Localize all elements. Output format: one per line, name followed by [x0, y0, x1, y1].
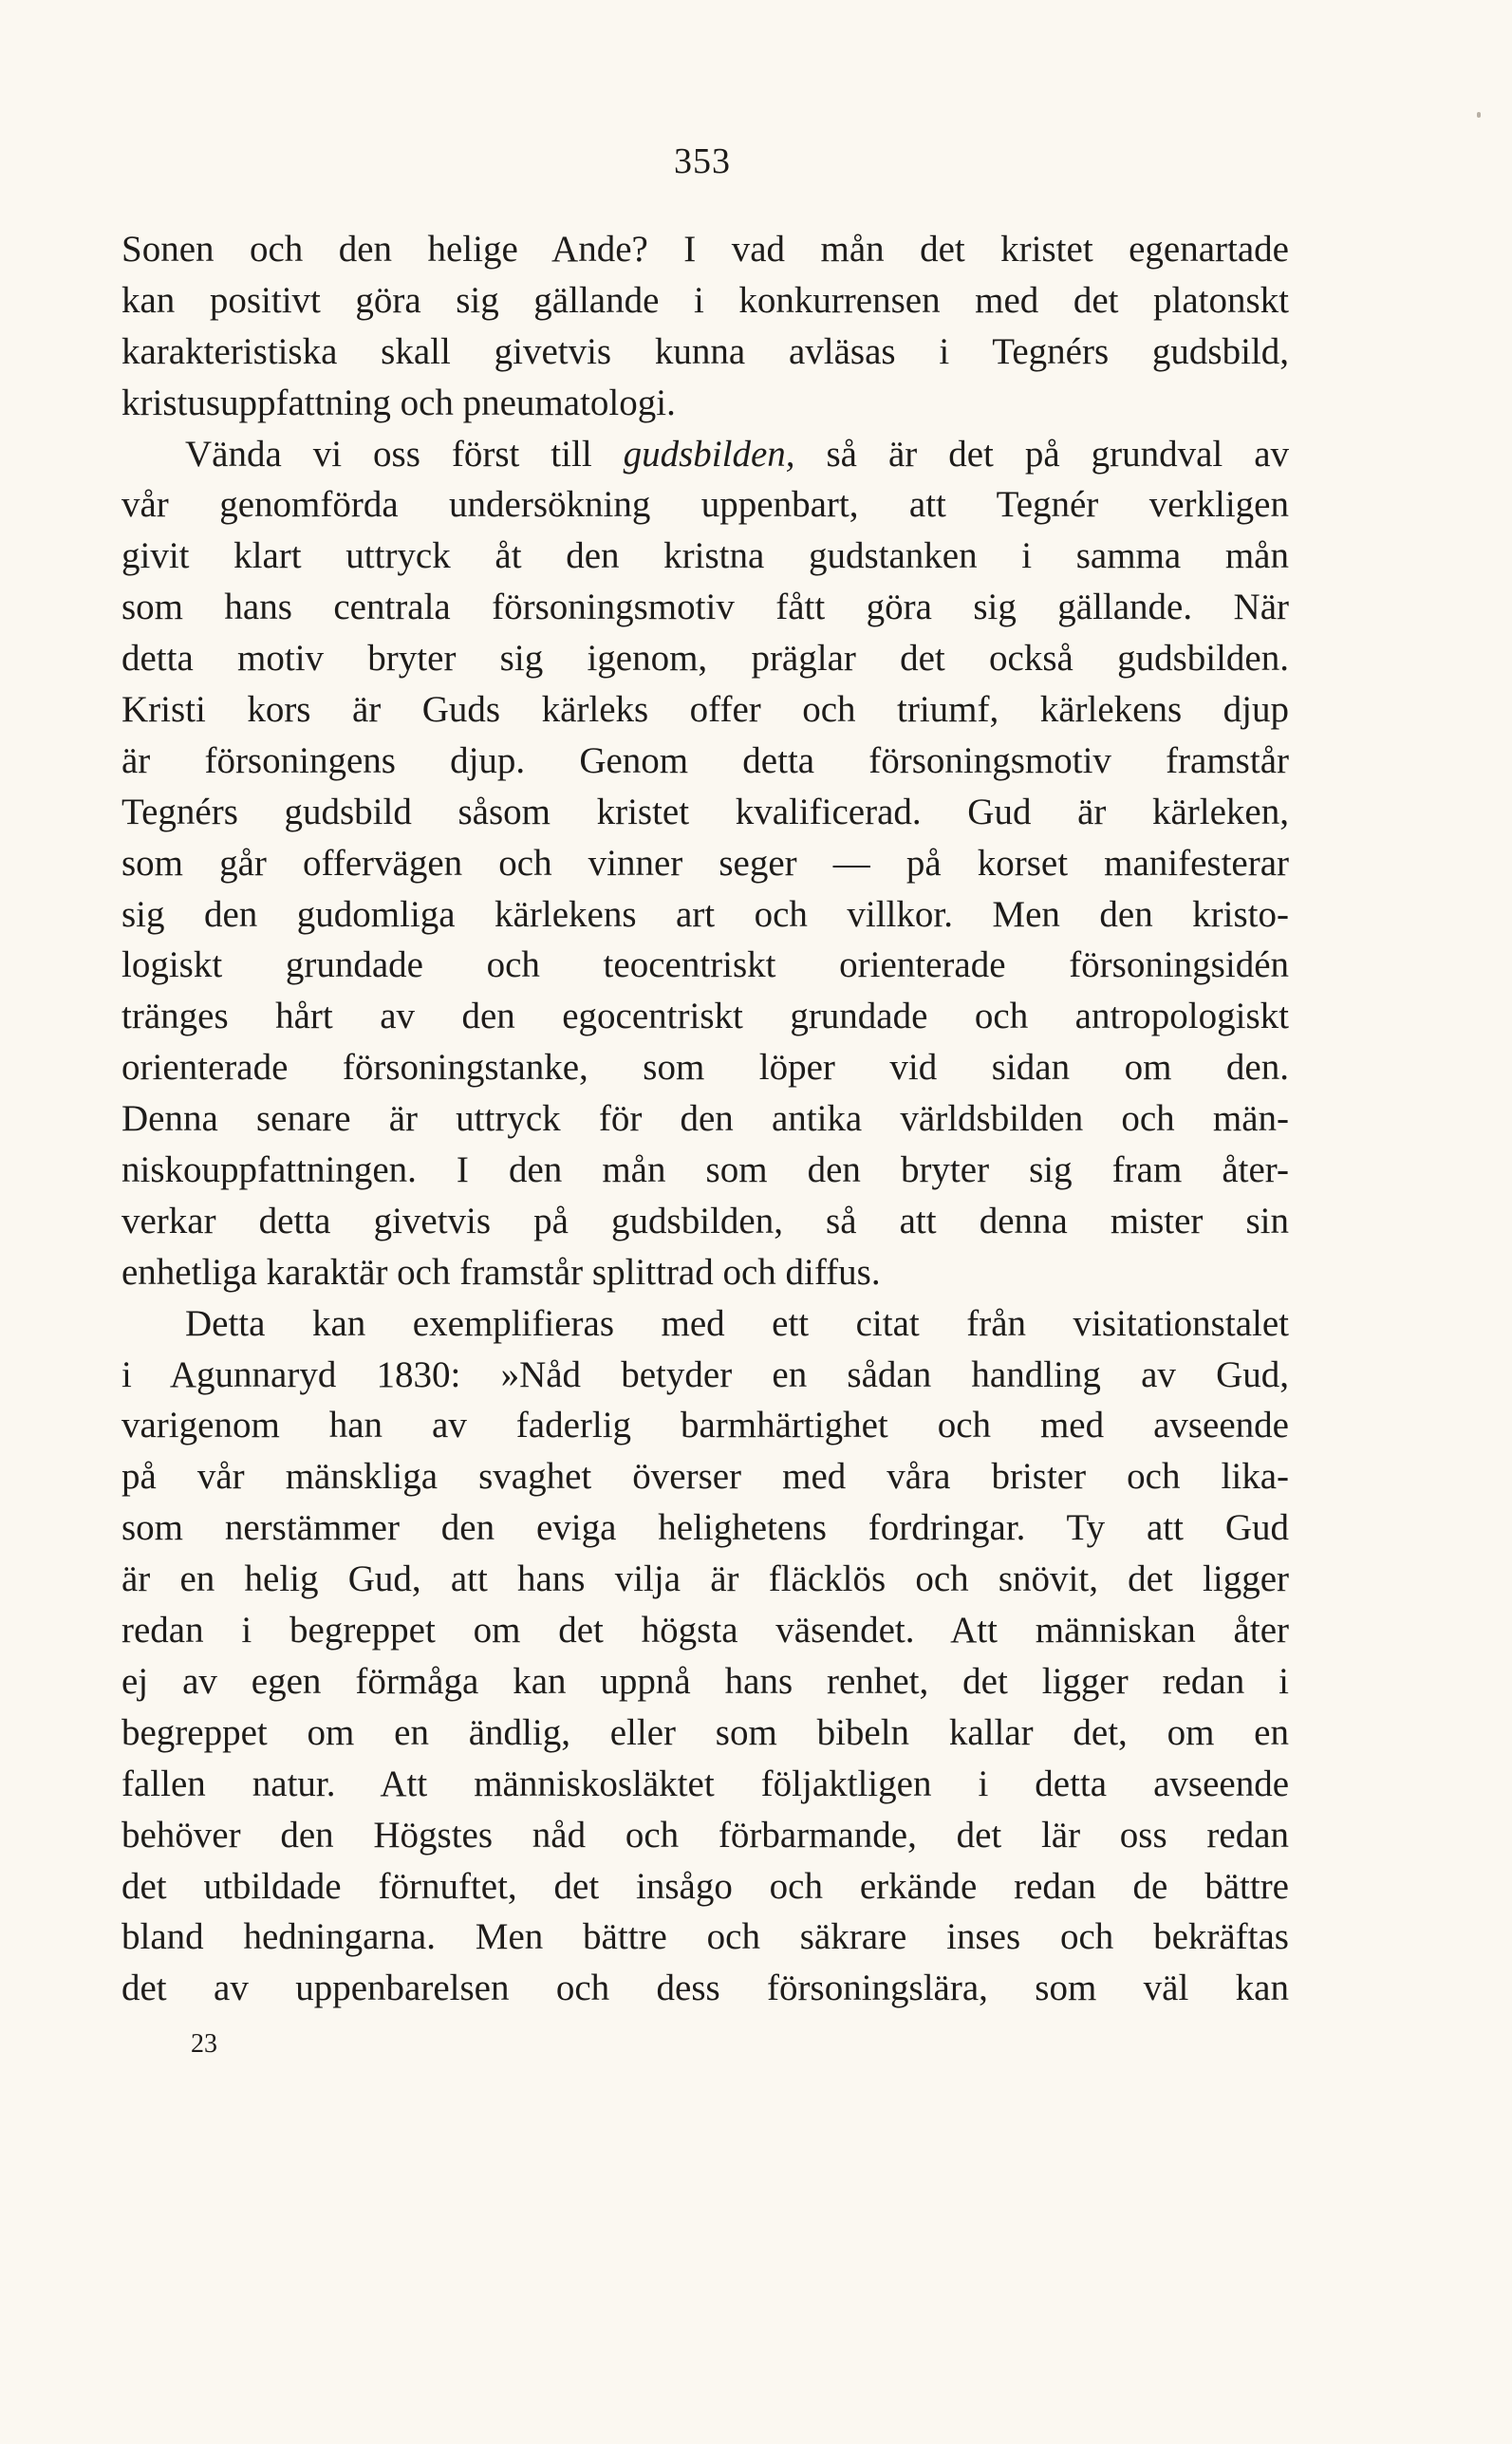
- text-line-start: Vända vi oss först till: [185, 433, 624, 475]
- text-line: på vår mänskliga svaghet överser med våra brister och lika-: [121, 1456, 1289, 1498]
- text-line: verkar detta givetvis på gudsbilden, så att denna mister sin: [121, 1200, 1289, 1241]
- text-line: som nerstämmer den eviga helighetens fordringar. Ty att Gud: [121, 1507, 1289, 1549]
- text-line: är försoningens djup. Genom detta försoningsmotiv framstår: [121, 739, 1289, 781]
- text-line: Tegnérs gudsbild såsom kristet kvalificerad. Gud är kärleken,: [121, 791, 1289, 832]
- text-line: det av uppenbarelsen och dess försoningslära, som väl kan: [121, 1968, 1289, 2009]
- text-line: som hans centrala försoningsmotiv fått göra sig gällande. När: [121, 587, 1289, 628]
- text-line: sig den gudomliga kärlekens art och villkor. Men den kristo-: [121, 893, 1289, 935]
- text-line: givit klart uttryck åt den kristna gudstanken i samma mån: [121, 535, 1289, 577]
- text-line: vår genomförda undersökning uppenbart, att Tegnér verkligen: [121, 484, 1289, 526]
- text-line: i Agunnaryd 1830: »Nåd betyder en sådan handling av Gud,: [121, 1353, 1289, 1395]
- text-line: Kristi kors är Guds kärleks offer och triumf, kärlekens djup: [121, 689, 1289, 731]
- text-line: kan positivt göra sig gällande i konkurrensen med det platonskt: [121, 279, 1289, 321]
- text-line: det utbildade förnuftet, det insågo och erkände redan de bättre: [121, 1865, 1289, 1907]
- text-line: Denna senare är uttryck för den antika världsbilden och män-: [121, 1098, 1289, 1140]
- emphasized-word: gudsbilden,: [623, 433, 795, 475]
- text-line: begreppet om en ändlig, eller som bibeln kallar det, om en: [121, 1711, 1289, 1753]
- text-line: ej av egen förmåga kan uppnå hans renhet, det ligger redan i: [121, 1660, 1289, 1702]
- text-line: orienterade försoningstanke, som löper vid sidan om den.: [121, 1047, 1289, 1089]
- text-line: bland hedningarna. Men bättre och säkrare inses och bekräftas: [121, 1916, 1289, 1958]
- text-line: karakteristiska skall givetvis kunna avläsas i Tegnérs gudsbild,: [121, 330, 1289, 372]
- text-line: niskouppfattningen. I den mån som den bryter sig fram åter-: [121, 1149, 1289, 1191]
- text-line: varigenom han av faderlig barmhärtighet och med avseende: [121, 1405, 1289, 1446]
- text-line: som går offervägen och vinner seger — på korset manifesterar: [121, 842, 1289, 884]
- text-line: [121, 429, 1289, 480]
- text-line: redan i begreppet om det högsta väsendet. Att människan åter: [121, 1610, 1289, 1651]
- text-line: tränges hårt av den egocentriskt grundade och antropologiskt: [121, 996, 1289, 1037]
- body-text: [121, 224, 1289, 2014]
- text-line: är en helig Gud, att hans vilja är fläcklös och snövit, det ligger: [121, 1558, 1289, 1600]
- signature-mark: 23: [191, 2029, 217, 2059]
- text-line: enhetliga karaktär och framstår splittrad och diffus.: [121, 1251, 881, 1293]
- text-line: Detta kan exemplifieras med ett citat från visitationstalet: [185, 1302, 1289, 1344]
- text-line: fallen natur. Att människosläktet följaktligen i detta avseende: [121, 1763, 1289, 1804]
- text-line: detta motiv bryter sig igenom, präglar det också gudsbilden.: [121, 638, 1289, 680]
- text-line: logiskt grundade och teocentriskt orienterade försoningsidén: [121, 944, 1289, 986]
- page-number: 353: [674, 141, 731, 181]
- paper-speck: [1477, 112, 1481, 118]
- text-line-end: så är det på grundval av: [794, 433, 1289, 475]
- text-line: Sonen och den helige Ande? I vad mån det kristet egenartade: [121, 229, 1289, 270]
- text-line: behöver den Högstes nåd och förbarmande, det lär oss redan: [121, 1814, 1289, 1856]
- text-line: kristusuppfattning och pneumatologi.: [121, 382, 676, 423]
